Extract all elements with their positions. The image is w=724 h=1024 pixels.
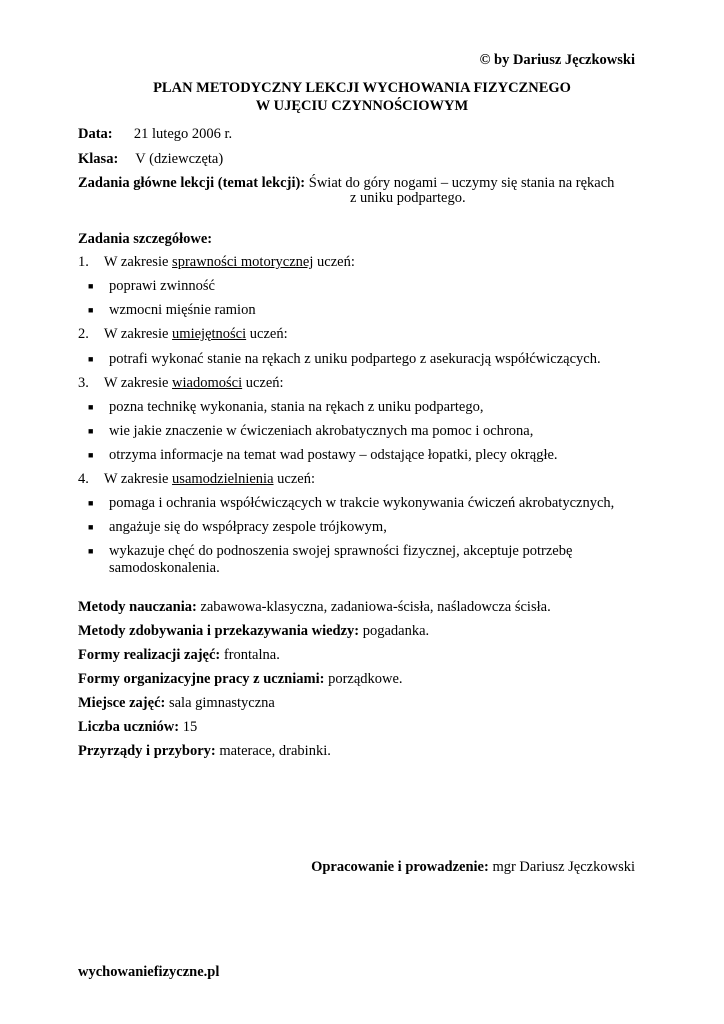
topic-label: Zadania główne lekcji (temat lekcji): xyxy=(78,175,306,191)
class-value: V (dziewczęta) xyxy=(135,151,224,167)
list-item xyxy=(109,422,533,440)
list-item xyxy=(109,542,572,560)
list-item-text: samodoskonalenia. xyxy=(109,560,220,576)
section-post: uczeń: xyxy=(277,471,315,487)
section-4-header xyxy=(78,470,315,488)
topic-line-2-row xyxy=(350,189,466,207)
methods-row xyxy=(78,742,331,760)
list-item-text: pozna technikę wykonania, stania na rękach z uniku podpartego, xyxy=(109,399,484,415)
section-2-header xyxy=(78,325,288,343)
section-number: 1. xyxy=(78,254,89,270)
methods-value: materace, drabinki. xyxy=(219,743,331,759)
methods-label: Formy realizacji zajęć: xyxy=(78,647,221,663)
list-item xyxy=(109,446,558,464)
list-item xyxy=(109,518,387,536)
square-bullet-icon: ■ xyxy=(88,522,94,532)
section-term: umiejętności xyxy=(172,326,247,342)
list-item-text: poprawi zwinność xyxy=(109,278,215,294)
section-post: uczeń: xyxy=(245,375,284,391)
class-label: Klasa: xyxy=(78,151,119,167)
square-bullet-icon: ■ xyxy=(88,426,94,436)
methods-row xyxy=(78,718,197,736)
detailed-heading-text: Zadania szczegółowe: xyxy=(78,231,213,247)
list-item xyxy=(109,398,483,416)
section-pre: W zakresie xyxy=(103,375,169,391)
square-bullet-icon: ■ xyxy=(88,305,94,315)
square-bullet-icon: ■ xyxy=(88,354,94,364)
methods-value: pogadanka. xyxy=(362,623,430,639)
list-item-text: wykazuje chęć do podnoszenia swojej sprawności fizycznej, akceptuje potrzebę xyxy=(109,543,573,559)
section-3-header xyxy=(78,374,284,392)
section-pre: W zakresie xyxy=(103,254,169,270)
methods-label: Metody nauczania: xyxy=(78,599,197,615)
section-number: 4. xyxy=(78,471,89,487)
date-row xyxy=(78,125,232,143)
signature-label: Opracowanie i prowadzenie: xyxy=(311,859,489,875)
date-label: Data: xyxy=(78,126,113,142)
methods-value: frontalna. xyxy=(223,647,280,663)
square-bullet-icon: ■ xyxy=(88,546,94,556)
methods-label: Formy organizacyjne pracy z uczniami: xyxy=(78,671,325,687)
list-item-text: wie jakie znaczenie w ćwiczeniach akrobatycznych ma pomoc i ochrona, xyxy=(109,423,534,439)
section-post: uczeń: xyxy=(317,254,355,270)
copyright-line xyxy=(480,51,635,69)
section-pre: W zakresie xyxy=(103,326,169,342)
copyright-text: © by Dariusz Jęczkowski xyxy=(479,52,635,68)
section-term: sprawności motorycznej xyxy=(172,254,314,270)
section-number: 3. xyxy=(78,375,89,391)
list-item xyxy=(109,494,614,512)
title-line-2: W UJĘCIU CZYNNOŚCIOWYM xyxy=(255,98,469,115)
footer-site-text: wychowaniefizyczne.pl xyxy=(78,964,220,980)
list-item xyxy=(109,277,215,295)
section-term: wiadomości xyxy=(172,375,243,391)
section-post: uczeń: xyxy=(249,326,288,342)
list-item xyxy=(109,350,601,368)
list-item-text: wzmocni mięśnie ramion xyxy=(109,302,256,318)
methods-label: Przyrządy i przybory: xyxy=(78,743,216,759)
methods-row xyxy=(78,622,429,640)
footer-site xyxy=(78,963,219,981)
date-value: 21 lutego 2006 r. xyxy=(133,126,233,142)
square-bullet-icon: ■ xyxy=(88,281,94,291)
methods-value: porządkowe. xyxy=(328,671,403,687)
square-bullet-icon: ■ xyxy=(88,450,94,460)
topic-line-1: Świat do góry nogami – uczymy się stania na rękach xyxy=(308,175,615,191)
methods-label: Metody zdobywania i przekazywania wiedzy: xyxy=(78,623,360,639)
list-item-text: angażuje się do współpracy zespole trójkowym, xyxy=(109,519,387,535)
class-row xyxy=(78,150,223,168)
square-bullet-icon: ■ xyxy=(88,498,94,508)
title-line-1: PLAN METODYCZNY LEKCJI WYCHOWANIA FIZYCZNEGO xyxy=(153,80,571,96)
section-term: usamodzielnienia xyxy=(172,471,274,487)
list-item-continuation xyxy=(109,559,220,577)
methods-value: zabawowa-klasyczna, zadaniowa-ścisła, naśladowcza ścisła. xyxy=(200,599,551,615)
list-item-text: pomaga i ochrania współćwiczących w trakcie wykonywania ćwiczeń akrobatycznych, xyxy=(109,495,615,511)
methods-row xyxy=(78,670,403,688)
methods-row xyxy=(78,646,280,664)
methods-row xyxy=(78,694,275,712)
list-item-text: potrafi wykonać stanie na rękach z uniku podpartego z asekuracją współćwiczących. xyxy=(109,351,601,367)
methods-value: sala gimnastyczna xyxy=(168,695,275,711)
topic-line-2: z uniku podpartego. xyxy=(350,190,466,206)
topic-row xyxy=(78,174,614,192)
section-number: 2. xyxy=(78,326,89,342)
detailed-heading xyxy=(78,230,212,248)
section-pre: W zakresie xyxy=(103,471,169,487)
methods-row xyxy=(78,598,551,616)
section-1-header xyxy=(78,253,355,271)
document-title xyxy=(0,79,724,115)
methods-label: Miejsce zajęć: xyxy=(78,695,166,711)
methods-label: Liczba uczniów: xyxy=(78,719,180,735)
signature xyxy=(311,858,635,876)
square-bullet-icon: ■ xyxy=(88,402,94,412)
methods-value: 15 xyxy=(182,719,198,735)
list-item xyxy=(109,301,256,319)
list-item-text: otrzyma informacje na temat wad postawy – odstające łopatki, plecy okrągłe. xyxy=(109,447,558,463)
signature-value: mgr Dariusz Jęczkowski xyxy=(492,859,635,875)
